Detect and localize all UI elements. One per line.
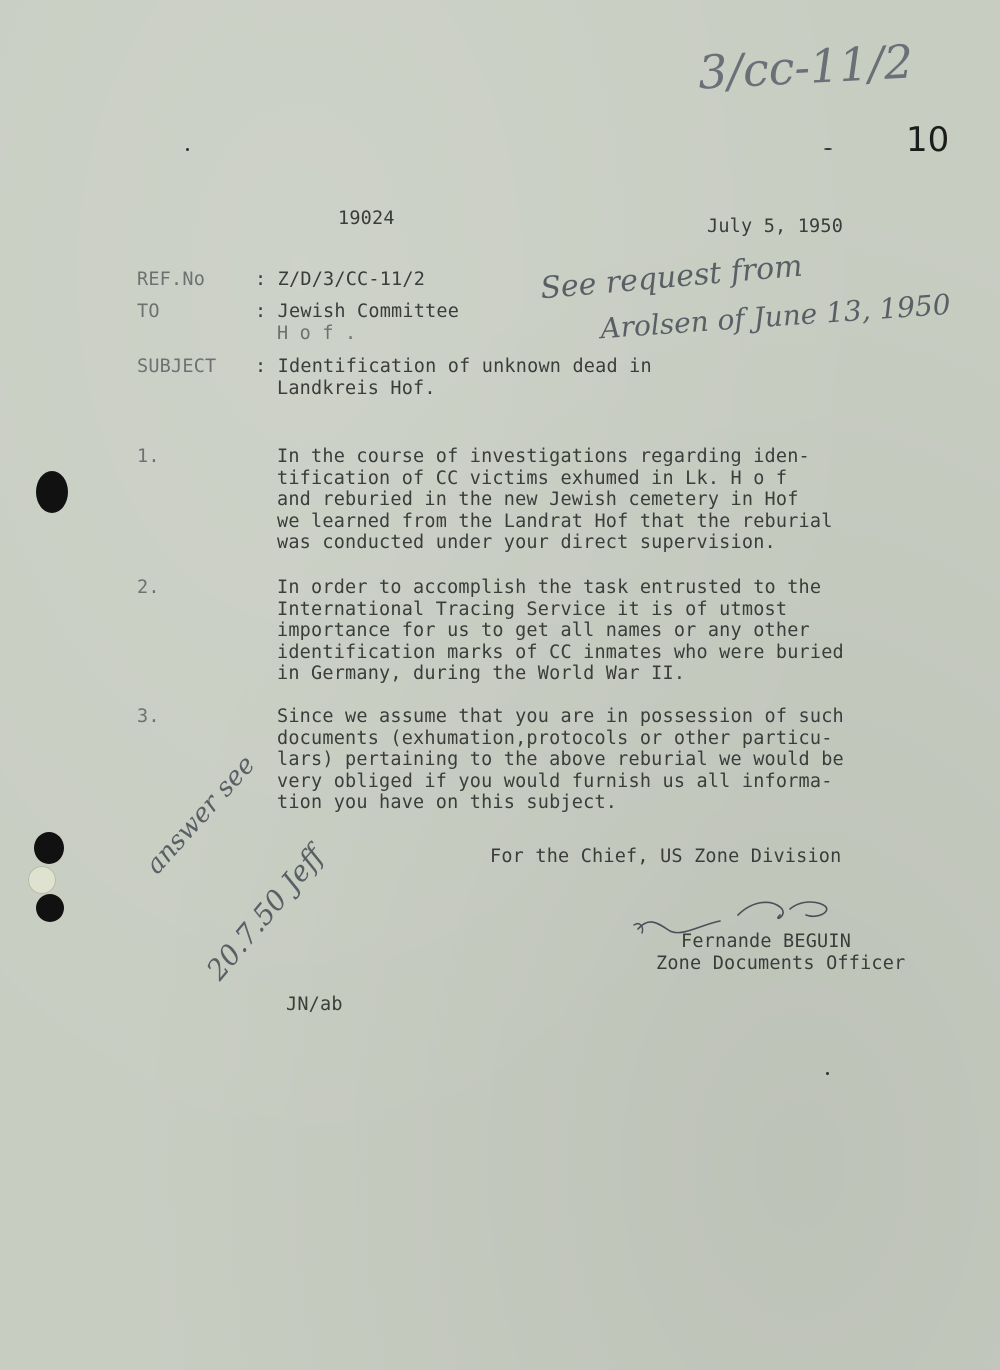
- paragraph-2-line: In order to accomplish the task entrusted to the: [277, 577, 822, 598]
- paragraph-1-line: tification of CC victims exhumed in Lk. H o f: [277, 467, 788, 489]
- punch-hole: [36, 894, 64, 922]
- paragraph-2-text: [277, 577, 844, 685]
- paragraph-3-line: Since we assume that you are in possession of such: [277, 706, 844, 727]
- paragraph-3-line: very obliged if you would furnish us all informa-: [277, 770, 833, 792]
- paragraph-3-line: tion you have on this subject.: [277, 792, 618, 814]
- paragraph-2-line: importance for us to get all names or any other: [277, 620, 810, 642]
- handwritten-request-note-line-2: Arolsen of June 13, 1950: [599, 287, 952, 346]
- ink-speck: [186, 148, 189, 151]
- handwritten-request-note-line-1: See request from: [538, 248, 804, 307]
- subject-value-line-2: Landkreis Hof.: [277, 378, 436, 399]
- paragraph-1-number: 1.: [137, 446, 160, 467]
- document-date: July 5, 1950: [707, 216, 844, 237]
- paragraph-1-line: was conducted under your direct supervision.: [277, 532, 776, 554]
- handwritten-answer-note-line-2: 20.7.50 Jeff: [200, 839, 331, 987]
- ink-speck: [824, 148, 832, 150]
- paragraph-2-line: identification marks of CC inmates who were buried: [277, 641, 844, 663]
- paragraph-3-line: documents (exhumation,protocols or other particu-: [277, 727, 833, 749]
- page-number: 10: [906, 120, 950, 160]
- document-number: 19024: [338, 208, 395, 229]
- handwritten-answer-note-line-1: answer see: [140, 749, 262, 881]
- ink-speck: [826, 1072, 829, 1075]
- paragraph-1-text: [277, 446, 833, 554]
- punch-hole: [28, 866, 56, 894]
- ref-label: REF.No: [137, 269, 206, 290]
- subject-value-line-1: : Identification of unknown dead in: [255, 356, 652, 377]
- for-the-chief-line: For the Chief, US Zone Division: [490, 846, 842, 867]
- paragraph-1-line: we learned from the Landrat Hof that the reburial: [277, 510, 833, 532]
- handwritten-file-reference: 3/cc-11/2: [696, 34, 915, 100]
- punch-hole: [34, 832, 64, 864]
- paragraph-1-line: In the course of investigations regarding iden-: [277, 446, 810, 467]
- to-label: TO: [137, 301, 160, 322]
- paragraph-1-line: and reburied in the new Jewish cemetery in Hof: [277, 489, 799, 511]
- to-value-line-2: H o f .: [277, 323, 357, 344]
- subject-label: SUBJECT: [137, 356, 217, 377]
- paragraph-2-line: in Germany, during the World War II.: [277, 663, 686, 685]
- paragraph-2-number: 2.: [137, 577, 160, 598]
- paragraph-3-number: 3.: [137, 706, 160, 727]
- typist-initials: JN/ab: [286, 994, 343, 1015]
- signatory-title: Zone Documents Officer: [656, 953, 906, 974]
- paragraph-3-text: [277, 706, 844, 814]
- signatory-name: Fernande BEGUIN: [681, 931, 852, 952]
- ref-value: : Z/D/3/CC-11/2: [255, 269, 426, 290]
- punch-hole: [36, 471, 68, 513]
- to-value-line-1: : Jewish Committee: [255, 301, 460, 322]
- paragraph-3-line: lars) pertaining to the above reburial we would be: [277, 749, 844, 771]
- paragraph-2-line: International Tracing Service it is of utmost: [277, 598, 788, 620]
